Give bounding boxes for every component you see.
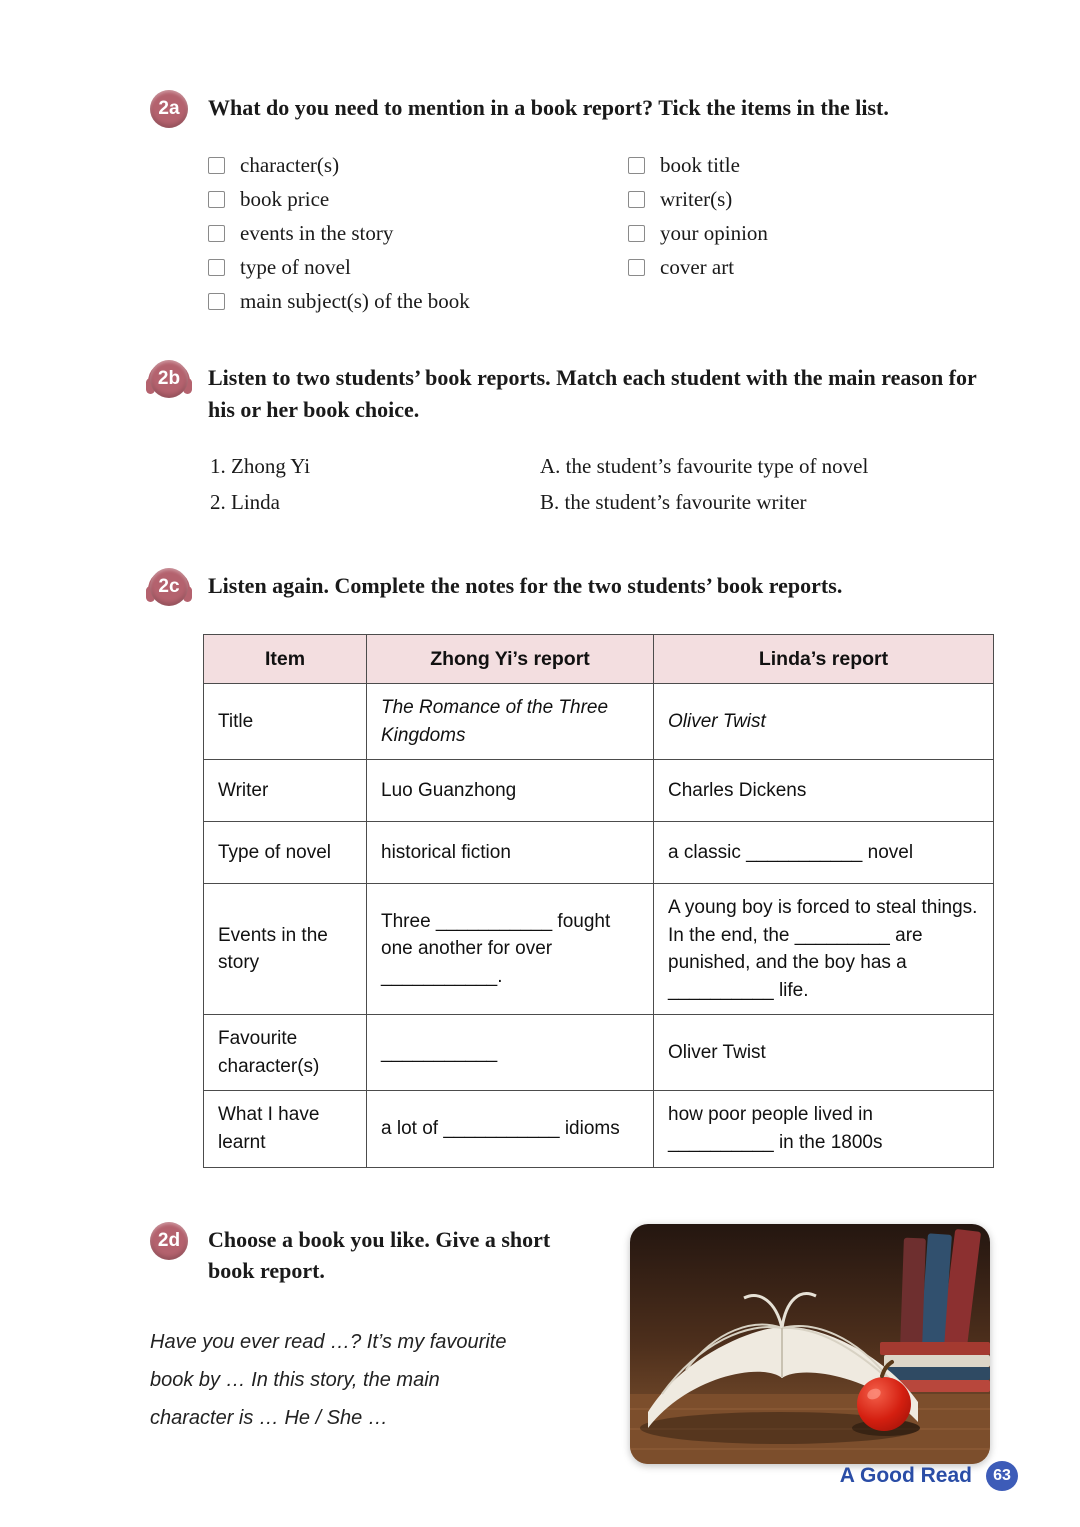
- checkbox-label: cover art: [660, 254, 735, 279]
- checklist-item: [628, 250, 768, 284]
- table-row: [204, 884, 994, 1015]
- table-row: [204, 1091, 994, 1167]
- checkbox[interactable]: [208, 191, 225, 208]
- section-2a-title: What do you need to mention in a book report? Tick the items in the list.: [208, 95, 889, 120]
- cell-zhong: historical fiction: [367, 822, 654, 884]
- badge-2c-wrap: [150, 568, 188, 606]
- checkbox[interactable]: [208, 293, 225, 310]
- match-student: 1. Zhong Yi: [210, 453, 311, 478]
- badge-2b: 2b: [150, 360, 188, 398]
- col-header-item: Item: [204, 634, 367, 683]
- cell-zhong: Luo Guanzhong: [367, 760, 654, 822]
- cell-item: Events in the story: [204, 884, 367, 1015]
- checkbox-label: character(s): [240, 152, 340, 177]
- table-row: [204, 684, 994, 760]
- cell-item: Writer: [204, 760, 367, 822]
- section-2d-title: Choose a book you like. Give a short book report.: [208, 1226, 551, 1284]
- checklist-item: [208, 182, 628, 216]
- match-reason: A. the student’s favourite type of novel: [540, 453, 869, 478]
- checklist: [208, 148, 990, 318]
- checklist-item: [628, 148, 768, 182]
- checkbox[interactable]: [208, 259, 225, 276]
- match-reason: B. the student’s favourite writer: [540, 489, 807, 514]
- match-student: 2. Linda: [210, 489, 280, 514]
- checkbox-label: type of novel: [240, 254, 351, 279]
- badge-2c: 2c: [150, 568, 188, 606]
- checkbox[interactable]: [628, 157, 645, 174]
- cell-linda: how poor people lived in __________ in the 1800s: [654, 1091, 994, 1167]
- section-2c: [150, 570, 990, 1168]
- checkbox-label: your opinion: [660, 220, 768, 245]
- page-footer: [840, 1461, 1018, 1491]
- book-photo: [630, 1224, 990, 1464]
- checkbox[interactable]: [628, 225, 645, 242]
- table-row: [204, 1015, 994, 1091]
- notes-table: [203, 634, 994, 1168]
- checklist-item: [208, 216, 628, 250]
- cell-zhong: Three ___________ fought one another for over ___________.: [367, 884, 654, 1015]
- checklist-item: [628, 182, 768, 216]
- example-speech: Have you ever read …? It’s my favourite book by … In this story, the main character is … He / She …: [150, 1331, 507, 1430]
- cell-item: Type of novel: [204, 822, 367, 884]
- cell-zhong: a lot of ___________ idioms: [367, 1091, 654, 1167]
- section-2b: [150, 362, 990, 520]
- badge-2d-wrap: [150, 1222, 188, 1260]
- badge-2a: 2a: [150, 90, 188, 128]
- cell-zhong: The Romance of the Three Kingdoms: [367, 684, 654, 760]
- checkbox-label: book price: [240, 186, 330, 211]
- checklist-item: [208, 250, 628, 284]
- checklist-item: [208, 148, 628, 182]
- checkbox-label: main subject(s) of the book: [240, 288, 470, 313]
- badge-2b-wrap: [150, 360, 188, 398]
- cell-item: Favourite character(s): [204, 1015, 367, 1091]
- badge-2d: 2d: [150, 1222, 188, 1260]
- cell-linda: a classic ___________ novel: [654, 822, 994, 884]
- section-2c-title: Listen again. Complete the notes for the two students’ book reports.: [208, 572, 843, 598]
- match-list: [210, 448, 990, 520]
- checkbox[interactable]: [208, 225, 225, 242]
- section-2a: [150, 92, 990, 318]
- cell-item: What I have learnt: [204, 1091, 367, 1167]
- cell-linda: A young boy is forced to steal things. In the end, the _________ are punished, and the boy has a __________ life.: [654, 884, 994, 1015]
- checkbox[interactable]: [628, 259, 645, 276]
- col-header-linda: Linda’s report: [654, 634, 994, 683]
- section-2d: [150, 1224, 990, 1464]
- cell-linda: Charles Dickens: [654, 760, 994, 822]
- checkbox-label: events in the story: [240, 220, 394, 245]
- page-number-badge: 63: [986, 1461, 1018, 1491]
- cell-zhong: ___________: [367, 1015, 654, 1091]
- table-row: [204, 760, 994, 822]
- col-header-zhong: Zhong Yi’s report: [367, 634, 654, 683]
- open-book-apple-illustration: [630, 1224, 990, 1464]
- checkbox[interactable]: [628, 191, 645, 208]
- checkbox[interactable]: [208, 157, 225, 174]
- badge-2a-wrap: [150, 90, 188, 128]
- checklist-item: [628, 216, 768, 250]
- checkbox-label: writer(s): [660, 186, 733, 211]
- table-header-row: [204, 634, 994, 683]
- cell-linda: Oliver Twist: [654, 1015, 994, 1091]
- cell-item: Title: [204, 684, 367, 760]
- cell-linda: Oliver Twist: [654, 684, 994, 760]
- unit-title: A Good Read: [839, 1464, 972, 1487]
- checkbox-label: book title: [660, 152, 740, 177]
- checklist-item: [208, 284, 628, 318]
- section-2b-title: Listen to two students’ book reports. Match each student with the main reason for his or her book choice.: [208, 365, 977, 422]
- table-row: [204, 822, 994, 884]
